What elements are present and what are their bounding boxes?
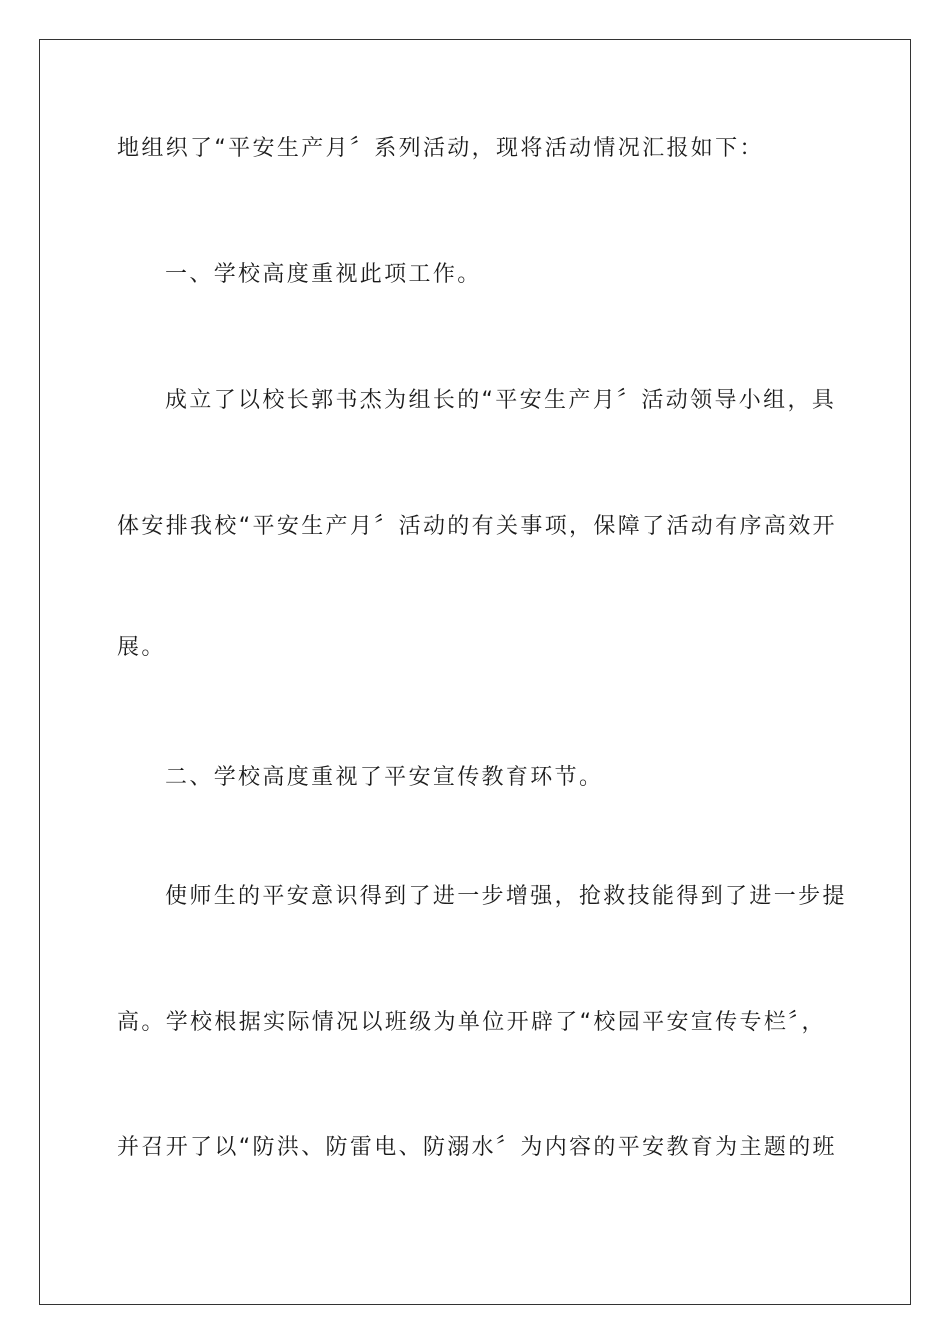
body-text-line: 使师生的平安意识得到了进一步增强，抢救技能得到了进一步提 [165, 884, 847, 909]
body-text-line: 体安排我校“平安生产月〞活动的有关事项，保障了活动有序高效开 [117, 514, 837, 539]
body-text-line: 高。学校根据实际情况以班级为单位开辟了“校园平安宣传专栏〞， [117, 1010, 826, 1035]
section-heading-2: 二、学校高度重视了平安宣传教育环节。 [165, 765, 604, 790]
body-text-line: 并召开了以“防洪、防雷电、防溺水〞为内容的平安教育为主题的班 [117, 1135, 837, 1160]
page-frame [39, 39, 911, 1305]
body-text-line: 展。 [117, 635, 166, 660]
body-text-line: 地组织了“平安生产月〞系列活动，现将活动情况汇报如下： [117, 136, 764, 161]
body-text-line: 成立了以校长郭书杰为组长的“平安生产月〞活动领导小组，具 [165, 388, 837, 413]
section-heading-1: 一、学校高度重视此项工作。 [165, 262, 482, 287]
